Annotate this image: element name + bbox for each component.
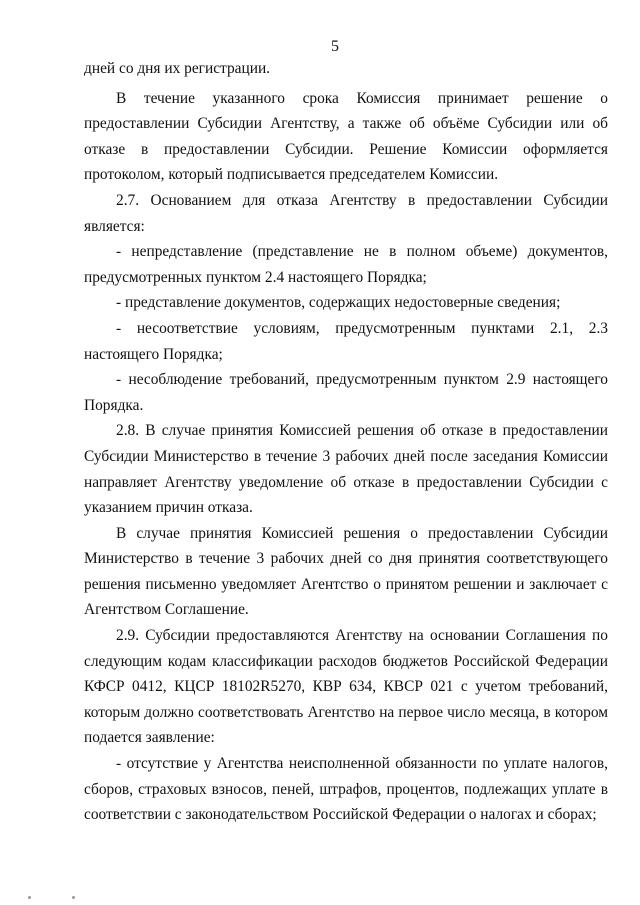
list-item-nonobservance: - несоблюдение требований, предусмотренным пунктом 2.9 настоящего Порядка.: [84, 371, 608, 414]
paragraph-2-7: 2.7. Основанием для отказа Агентству в предоставлении Субсидии является:: [84, 191, 608, 235]
list-item-no-tax-debt: - отсутствие у Агентства неисполненной обязанности по уплате налогов, сборов, страховых взносов, пеней, штрафов, процентов, подлежащих уплате в соответствии с законодательством Российской Федерации о налогах и сборах;: [84, 755, 608, 824]
list-item-nonsubmission: - непредставление (представление не в полном объеме) документов, предусмотренных пунктом 2.4 настоящего Порядка;: [84, 243, 608, 286]
paragraph-2-8: 2.8. В случае принятия Комиссией решения об отказе в предоставлении Субсидии Министерство в течение 3 рабочих дней после заседания Комиссии направляет Агентству уведомление об отказе в предоставлении Субсидии с указанием причин отказа.: [84, 422, 608, 517]
scan-artifact: [72, 896, 75, 899]
paragraph-continuation: дней со дня их регистрации.: [84, 60, 271, 77]
paragraph-2-9: 2.9. Субсидии предоставляются Агентству на основании Соглашения по следующим кодам классификации расходов бюджетов Российской Федерации КФСР 0412, КЦСР 18102R5270, КВР 634, КВСР 021 с учетом требований, которым должно соответствовать Агентство на первое число месяца, в котором подается заявление:: [84, 627, 608, 747]
list-item-noncompliance: - несоответствие условиям, предусмотренным пунктами 2.1, 2.3 настоящего Порядка;: [84, 319, 608, 363]
document-body: [84, 56, 608, 828]
paragraph-commission-decision: В течение указанного срока Комиссия принимает решение о предоставлении Субсидии Агентству, а также об объёме Субсидии или об отказе в предоставлении Субсидии. Решение Комиссии оформляется протоколом, который подписывается председателем Комиссии.: [84, 89, 608, 184]
scan-artifact: [28, 896, 31, 899]
list-item-false-data: - представление документов, содержащих недостоверные сведения;: [116, 294, 561, 312]
paragraph-grant-decision: В случае принятия Комиссией решения о предоставлении Субсидии Министерство в течение 3 рабочих дней со дня принятия соответствующего решения письменно уведомляет Агентство о принятом решении и заключает с Агентством Соглашение.: [84, 524, 608, 619]
page-number: 5: [331, 38, 339, 55]
